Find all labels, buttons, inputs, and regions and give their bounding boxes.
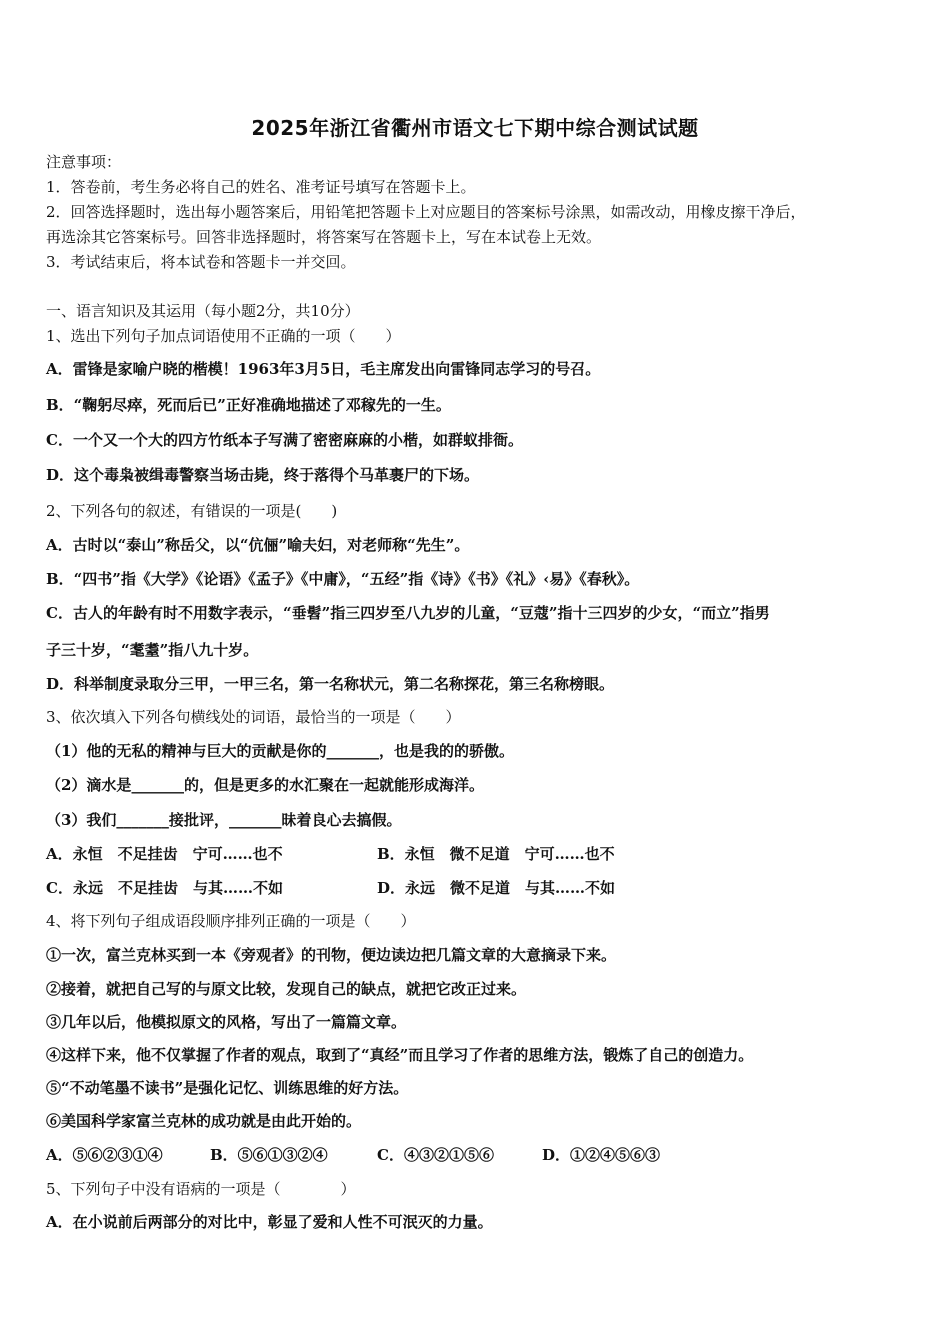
sentence-item: ②接着，就把自己写的与原文比较，发现自己的缺点，就把它改正过来。 (46, 980, 527, 998)
question-stem: 3、依次填入下列各句横线处的词语，最恰当的一项是（ ） (46, 708, 461, 726)
sentence-item: ⑥美国科学家富兰克林的成功就是由此开始的。 (46, 1112, 362, 1130)
notice-item: 3．考试结束后，将本试卷和答题卡一并交回。 (46, 253, 356, 271)
notice-item: 再选涂其它答案标号。回答非选择题时，将答案写在答题卡上，写在本试卷上无效。 (46, 228, 602, 246)
option-c: C．古人的年龄有时不用数字表示，“垂髫”指三四岁至八九岁的儿童，“豆蔻”指十三四岁的少女，“而立”指男 (46, 604, 770, 622)
page-title: 2025年浙江省衢州市语文七下期中综合测试试题 (251, 116, 699, 140)
sentence-item: ④这样下来，他不仅掌握了作者的观点，取到了“真经”而且学习了作者的思维方法，锻炼了自己的创造力。 (46, 1046, 754, 1064)
blank-sentence: （2）滴水是_______的，但是更多的水汇聚在一起就能形成海洋。 (46, 776, 484, 794)
section-heading: 一、语言知识及其运用（每小题2分，共10分） (46, 302, 360, 320)
question-stem: 1、选出下列句子加点词语使用不正确的一项（ ） (46, 327, 401, 345)
notice-item: 2．回答选择题时，选出每小题答案后，用铅笔把答题卡上对应题目的答案标号涂黑，如需改动，用橡皮擦干净后， (46, 203, 806, 221)
question-stem: 4、将下列句子组成语段顺序排列正确的一项是（ ） (46, 912, 416, 930)
sentence-item: ①一次，富兰克林买到一本《旁观者》的刊物，便边读边把几篇文章的大意摘录下来。 (46, 946, 617, 964)
option-c: C．一个又一个大的四方竹纸本子写满了密密麻麻的小楷，如群蚁排衙。 (46, 431, 523, 449)
option-a: A．永恒 不足挂齿 宁可……也不 (46, 845, 283, 863)
blank-sentence: （3）我们_______接批评，_______昧着良心去搞假。 (46, 811, 402, 829)
option-a: A．在小说前后两部分的对比中，彰显了爱和人性不可泯灭的力量。 (46, 1213, 493, 1231)
option-a: A．⑤⑥②③①④ (46, 1146, 163, 1164)
sentence-item: ③几年以后，他模拟原文的风格，写出了一篇篇文章。 (46, 1013, 407, 1031)
notice-item: 1．答卷前，考生务必将自己的姓名、准考证号填写在答题卡上。 (46, 178, 476, 196)
option-b: B．永恒 微不足道 宁可……也不 (377, 845, 615, 863)
option-b: B．“四书”指《大学》《论语》《孟子》《中庸》，“五经”指《诗》《书》《礼》‹易》《春秋》。 (46, 570, 640, 588)
option-c: C．④③②①⑤⑥ (377, 1146, 494, 1164)
option-a: A．古时以“泰山”称岳父，以“伉俪”喻夫妇，对老师称“先生”。 (46, 536, 470, 554)
sentence-item: ⑤“不动笔墨不读书”是强化记忆、训练思维的好方法。 (46, 1079, 409, 1097)
option-d: D．这个毒枭被缉毒警察当场击毙，终于落得个马革裹尸的下场。 (46, 466, 480, 484)
option-d: D．科举制度录取分三甲，一甲三名，第一名称状元，第二名称探花，第三名称榜眼。 (46, 675, 615, 693)
option-a: A．雷锋是家喻户晓的楷模！1963年3月5日，毛主席发出向雷锋同志学习的号召。 (46, 360, 601, 378)
option-b: B．⑤⑥①③②④ (210, 1146, 328, 1164)
notice-heading: 注意事项： (46, 153, 122, 171)
question-stem: 5、下列句子中没有语病的一项是（ ） (46, 1180, 356, 1198)
option-d: D．永远 微不足道 与其……不如 (377, 879, 616, 897)
option-c-continued: 子三十岁，“耄耋”指八九十岁。 (46, 641, 259, 659)
blank-sentence: （1）他的无私的精神与巨大的贡献是你的_______，也是我的的骄傲。 (46, 742, 514, 760)
option-b: B．“鞠躬尽瘁，死而后已”正好准确地描述了邓稼先的一生。 (46, 396, 451, 414)
option-c: C．永远 不足挂齿 与其……不如 (46, 879, 283, 897)
option-d: D．①②④⑤⑥③ (542, 1146, 661, 1164)
question-stem: 2、下列各句的叙述，有错误的一项是( ) (46, 502, 338, 520)
